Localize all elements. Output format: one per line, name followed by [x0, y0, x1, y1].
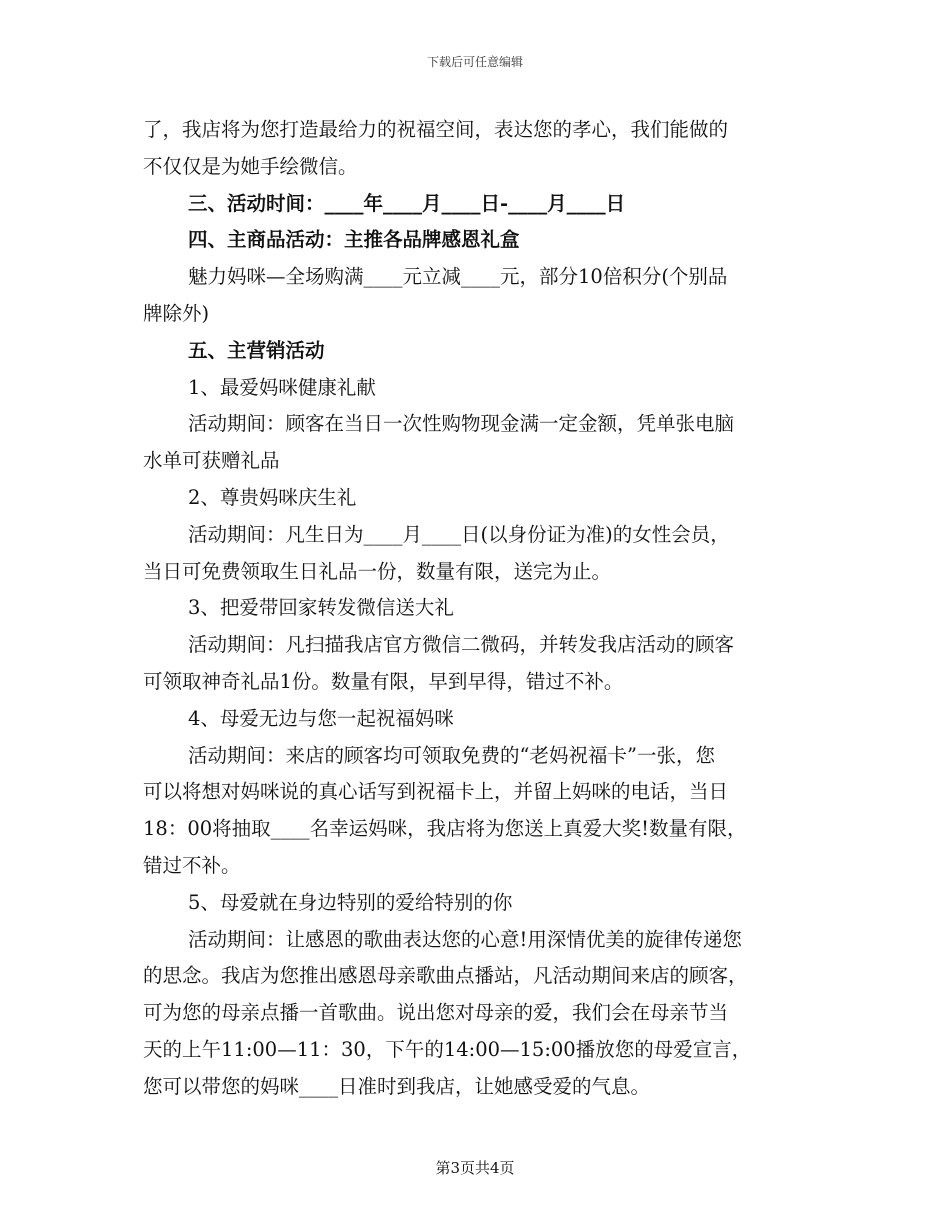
body-line: 活动期间：凡生日为____月____日(以身份证为准)的女性会员，: [188, 522, 730, 546]
body-line: 您可以带您的妈咪____日准时到我店，让她感受爱的气息。: [143, 1074, 651, 1098]
body-line: 水单可获赠礼品: [143, 449, 280, 473]
body-line: 18：00将抽取____名幸运妈咪，我店将为您送上真爱大奖!数量有限，: [143, 817, 747, 841]
body-line: 不仅仅是为她手绘微信。: [143, 154, 358, 178]
activity-title: 4、母爱无边与您一起祝福妈咪: [188, 706, 454, 730]
body-line: 可领取神奇礼品1份。数量有限，早到早得，错过不补。: [143, 669, 624, 693]
page-footer: 第3页共4页: [435, 1159, 515, 1177]
body-line: 可以将想对妈咪说的真心话写到祝福卡上，并留上妈咪的电话，当日: [143, 780, 729, 804]
body-line: 活动期间：凡扫描我店官方微信二微码，并转发我店活动的顾客: [188, 633, 735, 657]
body-line: 魅力妈咪—全场购满____元立减____元，部分10倍积分(个别品: [188, 265, 728, 289]
body-line: 活动期间：让感恩的歌曲表达您的心意!用深情优美的旋律传递您: [188, 927, 742, 951]
activity-title: 5、母爱就在身边特别的爱给特别的你: [188, 890, 513, 914]
body-line: 活动期间：来店的顾客均可领取免费的“老妈祝福卡”一张，您: [188, 743, 715, 767]
section-heading-time: 三、活动时间：____年____月____日-____月____日: [188, 191, 626, 215]
page-header: 下载后可任意编辑: [426, 55, 523, 69]
body-line: 可为您的母亲点播一首歌曲。说出您对母亲的爱，我们会在母亲节当: [143, 1001, 729, 1025]
body-line: 活动期间：顾客在当日一次性购物现金满一定金额，凭单张电脑: [188, 412, 735, 436]
activity-title: 3、把爱带回家转发微信送大礼: [188, 596, 454, 620]
section-heading-products: 四、主商品活动：主推各品牌感恩礼盒: [188, 228, 520, 252]
body-line: 当日可免费领取生日礼品一份，数量有限，送完为止。: [143, 559, 612, 583]
activity-title: 2、尊贵妈咪庆生礼: [188, 485, 357, 509]
activity-title: 1、最爱妈咪健康礼献: [188, 375, 376, 399]
section-heading-marketing: 五、主营销活动: [188, 338, 325, 362]
body-line: 牌除外): [143, 301, 210, 325]
body-line: 错过不补。: [143, 853, 241, 877]
document-body: [143, 112, 808, 1106]
body-line: 了，我店将为您打造最给力的祝福空间，表达您的孝心，我们能做的: [143, 118, 729, 141]
body-line: 的思念。我店为您推出感恩母亲歌曲点播站，凡活动期间来店的顾客，: [143, 964, 748, 988]
body-line: 天的上午11:00—11：30，下午的14:00—15:00播放您的母爱宣言，: [143, 1037, 752, 1061]
